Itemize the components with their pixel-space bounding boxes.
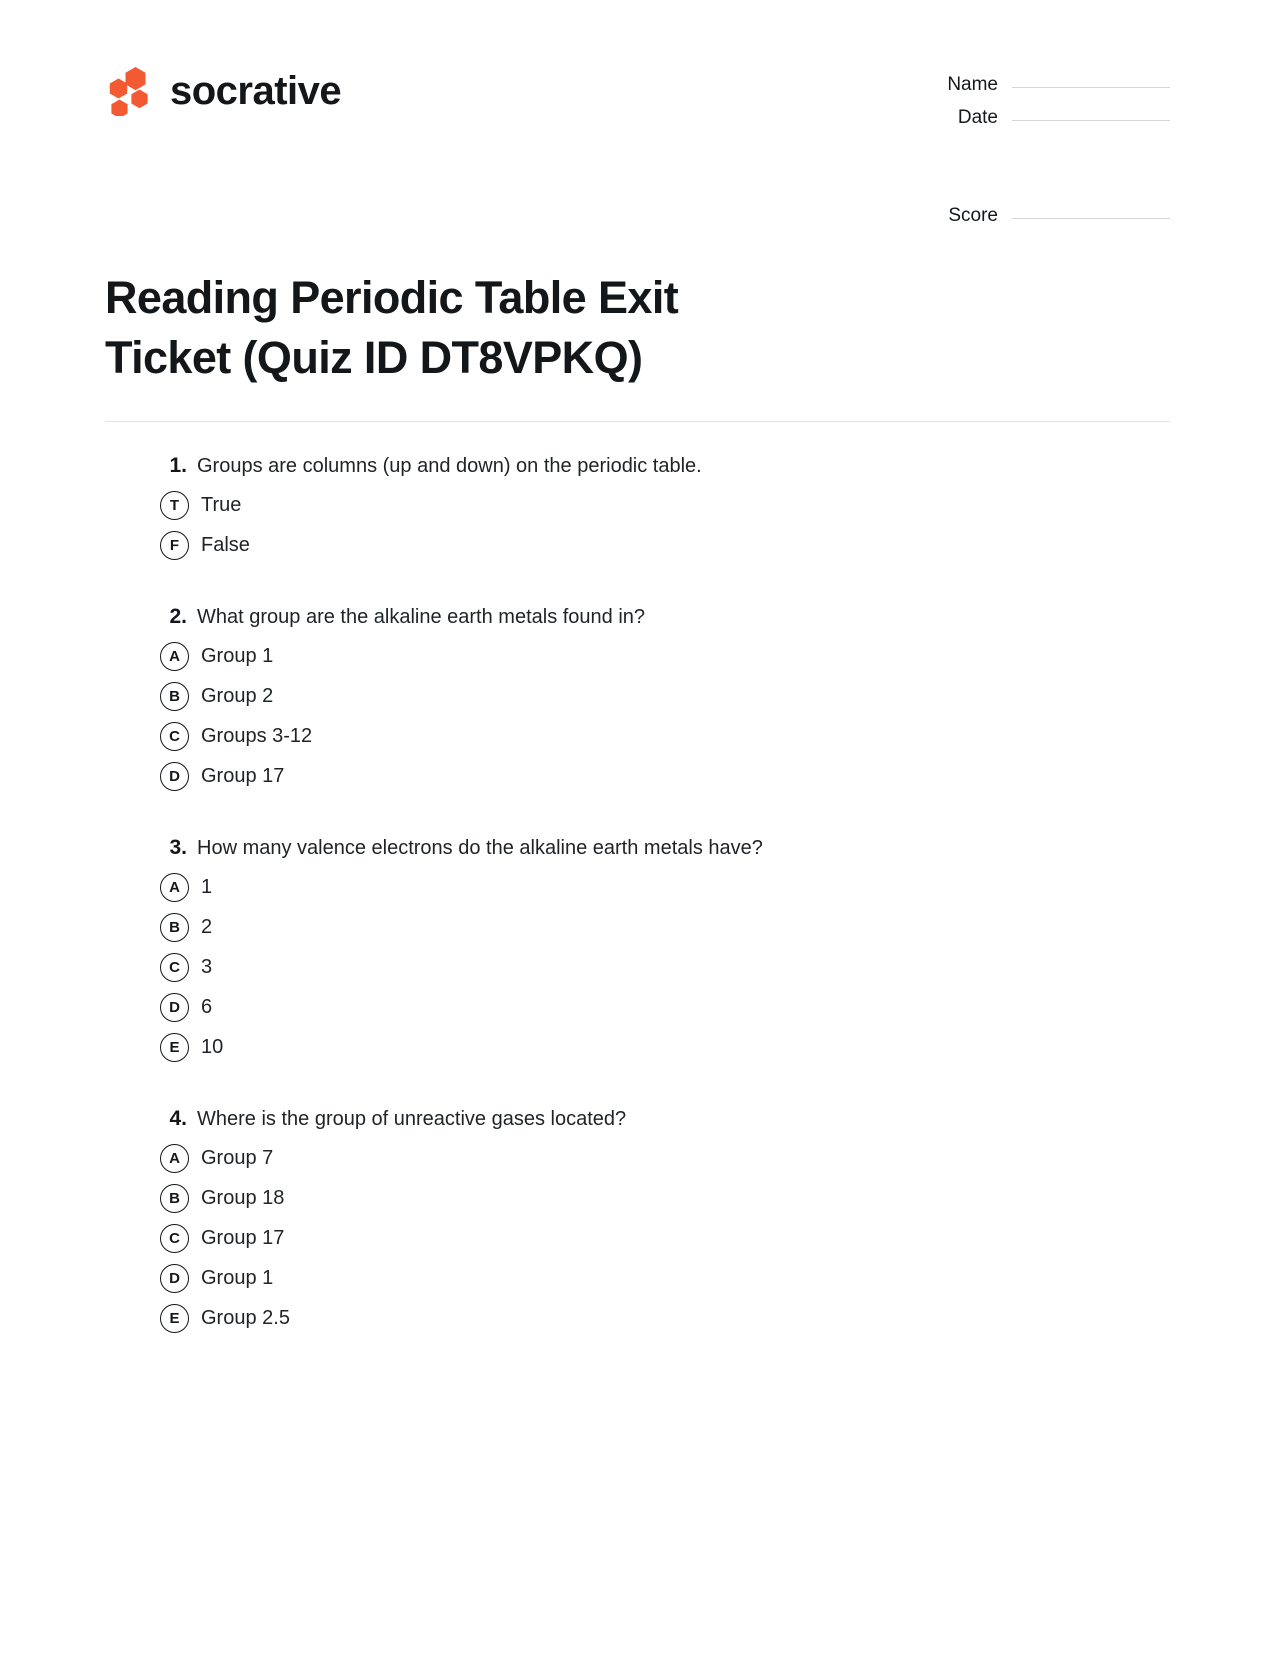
answer-bubble[interactable]: B [160,1184,189,1213]
question-block [105,1106,1170,1333]
answer-bubble[interactable]: C [160,1224,189,1253]
question-number: 4. [169,1106,187,1130]
question-number: 3. [169,835,187,859]
answer-option[interactable] [105,491,1170,520]
score-field-row [920,205,1170,227]
answer-label: True [201,494,242,517]
answer-bubble[interactable]: B [160,913,189,942]
answer-option[interactable] [105,1184,1170,1213]
brand-name: socrative [170,69,342,113]
answer-label: Group 2.5 [201,1307,290,1330]
question-block [105,453,1170,560]
answer-option[interactable] [105,1224,1170,1253]
answer-options [105,1144,1170,1333]
answer-bubble[interactable]: T [160,491,189,520]
answer-options [105,642,1170,791]
answer-bubble[interactable]: B [160,682,189,711]
name-field-row [920,74,1170,96]
answer-bubble[interactable]: C [160,722,189,751]
answer-bubble[interactable]: A [160,1144,189,1173]
answer-bubble[interactable]: D [160,762,189,791]
date-input-line[interactable] [1012,120,1170,121]
answer-option[interactable] [105,953,1170,982]
answer-bubble[interactable]: A [160,873,189,902]
answer-option[interactable] [105,1144,1170,1173]
answer-option[interactable] [105,913,1170,942]
answer-option[interactable] [105,531,1170,560]
answer-bubble[interactable]: D [160,1264,189,1293]
answer-bubble[interactable]: E [160,1304,189,1333]
date-label: Date [957,107,998,128]
score-input-line[interactable] [1012,218,1170,219]
header-divider [105,421,1170,422]
answer-bubble[interactable]: F [160,531,189,560]
answer-option[interactable] [105,873,1170,902]
question-number: 1. [169,453,187,477]
hexagon-cluster-logo-icon [105,66,153,116]
question-block [105,835,1170,1062]
answer-label: False [201,534,250,557]
answer-label: Group 7 [201,1147,274,1170]
name-label: Name [947,74,998,95]
question-number: 2. [169,604,187,628]
answer-label: 10 [201,1036,224,1059]
answer-options [105,873,1170,1062]
title-section [0,268,1275,387]
answer-option[interactable] [105,722,1170,751]
page-header [0,0,1275,238]
answer-label: 2 [201,916,213,939]
answer-label: Group 1 [201,1267,274,1290]
answer-bubble[interactable]: E [160,1033,189,1062]
answer-label: Group 1 [201,645,274,668]
name-input-line[interactable] [1012,87,1170,88]
page-title: Reading Periodic Table Exit Ticket (Quiz ID DT8VPKQ) [105,272,679,383]
question-header [105,604,1170,631]
answer-label: Group 17 [201,1227,285,1250]
score-label: Score [948,205,998,226]
question-text: How many valence electrons do the alkaline earth metals have? [197,836,763,859]
question-header [105,835,1170,862]
socrative-logo [105,66,341,116]
answer-option[interactable] [105,642,1170,671]
answer-option[interactable] [105,762,1170,791]
answer-label: Group 2 [201,685,274,708]
answer-label: 3 [201,956,213,979]
question-header [105,453,1170,480]
answer-option[interactable] [105,1304,1170,1333]
answer-bubble[interactable]: C [160,953,189,982]
questions-list [0,453,1275,1333]
question-text: What group are the alkaline earth metals found in? [197,605,646,628]
question-block [105,604,1170,791]
question-text: Where is the group of unreactive gases located? [197,1107,627,1130]
meta-spacer [920,140,1170,205]
answer-option[interactable] [105,1033,1170,1062]
student-meta-block [920,74,1170,238]
answer-label: Groups 3-12 [201,725,313,748]
answer-option[interactable] [105,993,1170,1022]
question-text: Groups are columns (up and down) on the periodic table. [197,454,702,477]
answer-bubble[interactable]: A [160,642,189,671]
answer-options [105,491,1170,560]
date-field-row [920,107,1170,129]
question-header [105,1106,1170,1133]
answer-label: Group 17 [201,765,285,788]
answer-bubble[interactable]: D [160,993,189,1022]
answer-label: Group 18 [201,1187,285,1210]
answer-option[interactable] [105,682,1170,711]
answer-label: 6 [201,996,213,1019]
answer-option[interactable] [105,1264,1170,1293]
answer-label: 1 [201,876,213,899]
